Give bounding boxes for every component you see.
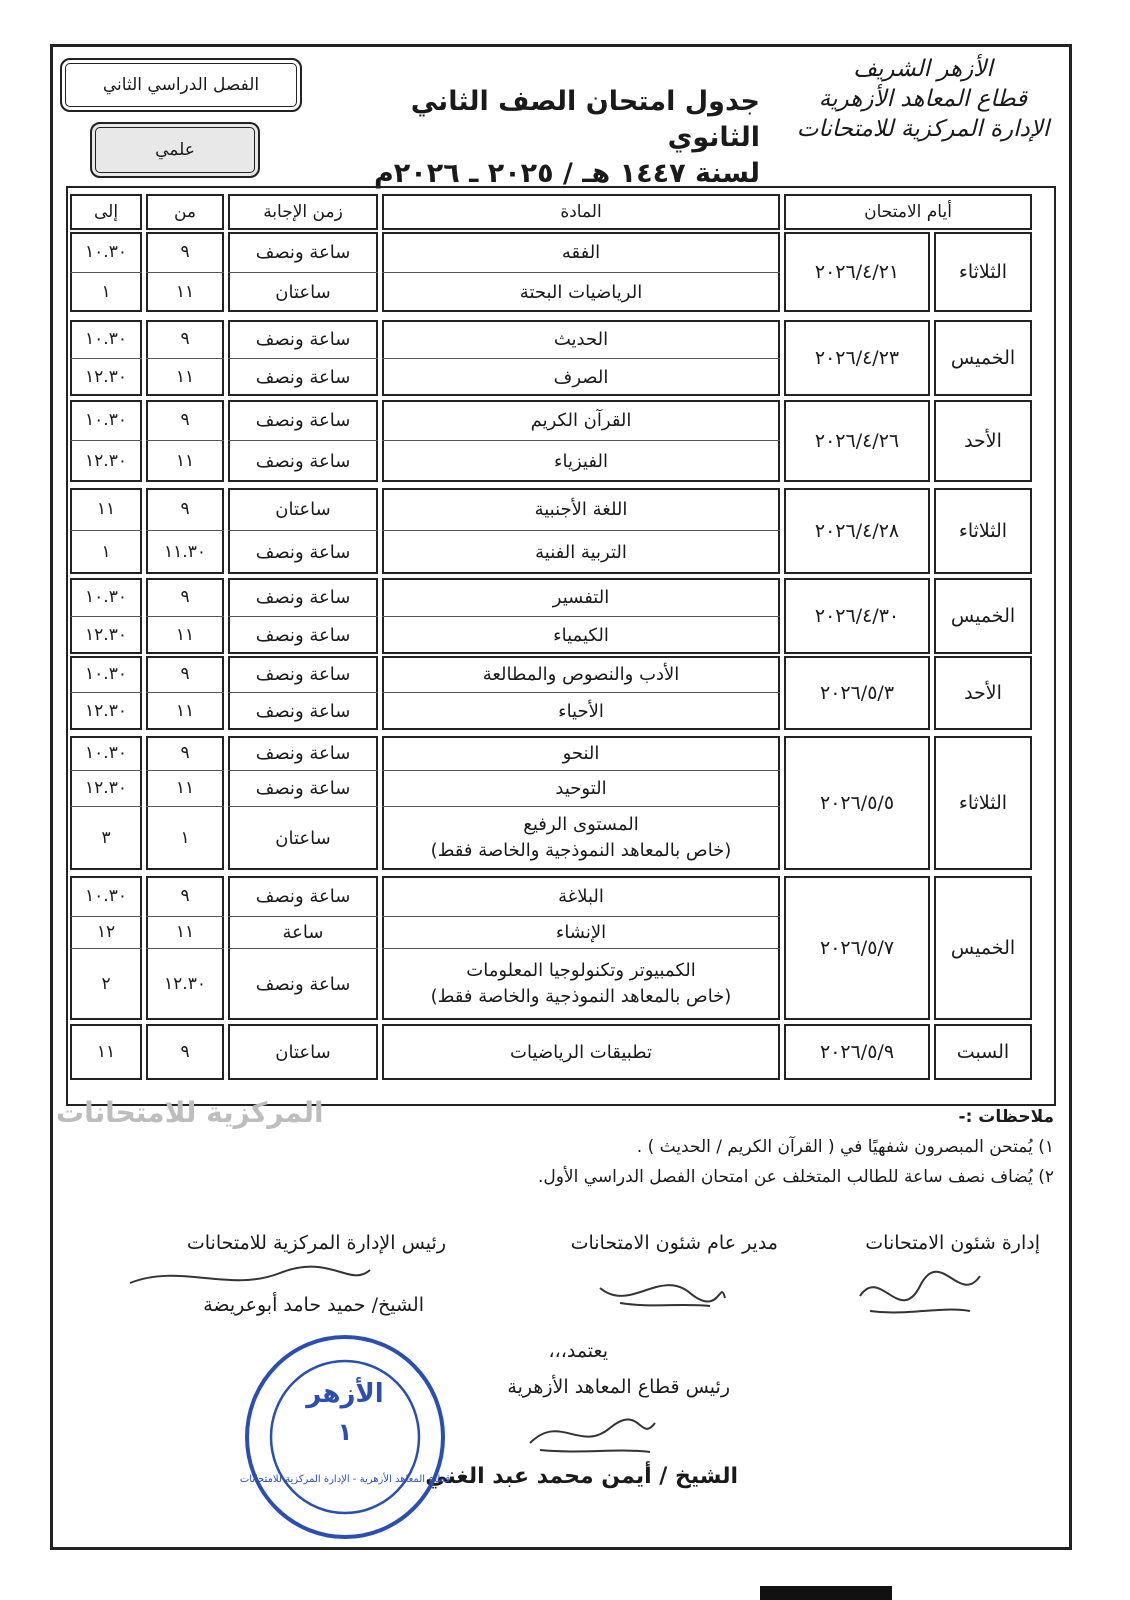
subject-cell <box>382 400 780 440</box>
subject-name: الأدب والنصوص والمطالعة <box>482 663 680 685</box>
to-cell: ١٠.٣٠ <box>85 587 127 607</box>
duration-cell: ساعة ونصف <box>255 742 351 764</box>
duration-cell: ساعة ونصف <box>255 624 351 646</box>
duration-cell: ساعة ونصف <box>255 366 351 388</box>
exam-day: الأحد <box>964 430 1002 452</box>
sig-exam-affairs: إدارة شئون الامتحانات <box>865 1232 1040 1254</box>
exam-date: ٢٠٢٦/٥/٧ <box>819 937 895 959</box>
to-cell: ١١ <box>96 1042 116 1062</box>
subject-cell <box>382 876 780 916</box>
exam-date: ٢٠٢٦/٥/٩ <box>819 1041 895 1063</box>
track-box <box>90 122 260 178</box>
exam-day: الثلاثاء <box>958 520 1008 542</box>
to-cell: ١ <box>101 282 111 302</box>
subject-note: (خاص بالمعاهد النموذجية والخاصة فقط) <box>430 840 732 861</box>
to-cell: ١٢.٣٠ <box>85 367 127 387</box>
to-cell: ١٢ <box>96 922 116 942</box>
duration-cell: ساعتان <box>275 827 331 849</box>
from-cell: ٩ <box>180 743 190 763</box>
subject-name: الكيمياء <box>553 624 609 646</box>
duration-cell: ساعتان <box>275 281 331 303</box>
subject-note: (خاص بالمعاهد النموذجية والخاصة فقط) <box>430 986 732 1007</box>
duration-cell: ساعة ونصف <box>255 450 351 472</box>
org-line-2: قطاع المعاهد الأزهرية <box>818 86 1028 112</box>
official-stamp <box>240 1332 450 1542</box>
subject-name: التفسير <box>552 586 610 608</box>
from-cell: ٩ <box>180 1042 190 1062</box>
exam-date: ٢٠٢٦/٥/٣ <box>819 682 895 704</box>
subject-name: الأحياء <box>558 700 604 722</box>
duration-cell: ساعتان <box>275 1041 331 1063</box>
notes-heading: ملاحظات :- <box>958 1107 1054 1127</box>
subject-cell <box>382 320 780 358</box>
exam-date: ٢٠٢٦/٤/٢١ <box>814 261 900 283</box>
subject-name: التربية الفنية <box>535 541 627 563</box>
to-cell: ١٠.٣٠ <box>85 410 127 430</box>
sig-head-central: رئيس الإدارة المركزية للامتحانات <box>186 1232 446 1254</box>
header-duration: زمن الإجابة <box>228 194 378 230</box>
from-cell: ١١ <box>175 778 195 798</box>
from-cell: ٩ <box>180 587 190 607</box>
to-cell: ٣ <box>101 828 111 848</box>
duration-cell: ساعة ونصف <box>255 663 351 685</box>
semester-label: الفصل الدراسي الثاني <box>102 75 260 95</box>
subject-name: المستوى الرفيع <box>523 814 639 835</box>
from-cell: ٩ <box>180 499 190 519</box>
from-cell: ١٢.٣٠ <box>164 974 206 994</box>
note-item: ١) يُمتحن المبصرون شفهيًا في ( القرآن الكريم / الحديث ) . <box>636 1137 1054 1157</box>
stamp-ring-text: قطاع المعاهد الأزهرية - الإدارة المركزية للامتحانات <box>240 1474 450 1485</box>
subject-cell <box>382 232 780 272</box>
notes <box>154 1102 1054 1192</box>
stamp-line-2: ١ <box>337 1418 353 1446</box>
to-cell: ١٠.٣٠ <box>85 743 127 763</box>
duration-cell: ساعة ونصف <box>255 973 351 995</box>
subject-name: الفقه <box>561 241 601 263</box>
semester-box <box>60 58 302 112</box>
to-cell: ١ <box>101 542 111 562</box>
duration-cell: ساعة ونصف <box>255 541 351 563</box>
subject-cell <box>382 656 780 692</box>
track-label: علمي <box>155 140 195 160</box>
signature-scribble <box>590 1258 730 1318</box>
exam-date: ٢٠٢٦/٤/٢٣ <box>814 347 900 369</box>
subject-name: الصرف <box>553 366 609 388</box>
header-to: إلى <box>70 194 142 230</box>
subject-name: الرياضيات البحتة <box>519 281 643 303</box>
exam-day: الخميس <box>950 605 1016 627</box>
sig-approval: يعتمد،،، <box>548 1340 608 1362</box>
subject-cell <box>382 488 780 530</box>
subject-name: الحديث <box>553 328 609 350</box>
subject-name: الإنشاء <box>555 921 607 943</box>
from-cell: ١ <box>180 828 190 848</box>
exam-date: ٢٠٢٦/٤/٢٦ <box>814 430 900 452</box>
subject-cell <box>382 770 780 806</box>
exam-day: الخميس <box>950 937 1016 959</box>
org-header <box>788 54 1058 144</box>
exam-day: الثلاثاء <box>958 792 1008 814</box>
subject-name: القرآن الكريم <box>530 409 632 431</box>
duration-cell: ساعتان <box>275 498 331 520</box>
duration-cell: ساعة <box>282 921 324 943</box>
stamp-line-1: الأزهر <box>306 1379 384 1409</box>
org-line-1: الأزهر الشريف <box>853 56 993 82</box>
subject-name: التوحيد <box>555 777 607 799</box>
exam-date: ٢٠٢٦/٤/٣٠ <box>814 605 900 627</box>
from-cell: ٩ <box>180 664 190 684</box>
duration-cell: ساعة ونصف <box>255 241 351 263</box>
sig-general-manager: مدير عام شئون الامتحانات <box>570 1232 778 1254</box>
subject-cell <box>382 616 780 654</box>
duration-cell: ساعة ونصف <box>255 885 351 907</box>
header-from: من <box>146 194 224 230</box>
to-cell: ١٢.٣٠ <box>85 778 127 798</box>
from-cell: ٩ <box>180 242 190 262</box>
scan-mark <box>760 1586 892 1600</box>
exam-day: الأحد <box>964 682 1002 704</box>
exam-day: الخميس <box>950 347 1016 369</box>
year-line: لسنة ١٤٤٧ هـ / ٢٠٢٥ ـ ٢٠٢٦م <box>373 158 760 189</box>
subject-cell <box>382 948 780 1020</box>
subject-name: تطبيقات الرياضيات <box>510 1041 652 1063</box>
from-cell: ١١.٣٠ <box>164 542 206 562</box>
subject-name: اللغة الأجنبية <box>534 498 628 520</box>
header-subject: المادة <box>382 194 780 230</box>
sig-head-sector-name: الشيخ / أيمن محمد عبد الغني <box>425 1464 738 1489</box>
subject-name: البلاغة <box>558 885 604 907</box>
subject-cell <box>382 806 780 870</box>
subject-cell <box>382 916 780 948</box>
org-line-3: الإدارة المركزية للامتحانات <box>796 116 1050 142</box>
to-cell: ١٢.٣٠ <box>85 451 127 471</box>
from-cell: ٩ <box>180 886 190 906</box>
duration-cell: ساعة ونصف <box>255 700 351 722</box>
to-cell: ١٢.٣٠ <box>85 625 127 645</box>
subject-cell <box>382 272 780 312</box>
from-cell: ١١ <box>175 625 195 645</box>
header-days: أيام الامتحان <box>784 194 1032 230</box>
exam-date: ٢٠٢٦/٥/٥ <box>819 792 895 814</box>
sig-head-sector: رئيس قطاع المعاهد الأزهرية <box>507 1376 730 1398</box>
from-cell: ١١ <box>175 367 195 387</box>
exam-day: الثلاثاء <box>958 261 1008 283</box>
subject-name: الفيزياء <box>554 450 608 472</box>
sig-head-central-name: الشيخ/ حميد حامد أبوعريضة <box>203 1294 424 1316</box>
signature-scribble <box>120 1258 380 1298</box>
exam-date: ٢٠٢٦/٤/٢٨ <box>814 520 900 542</box>
from-cell: ١١ <box>175 282 195 302</box>
subject-cell <box>382 1024 780 1080</box>
document-title <box>340 84 760 192</box>
subject-cell <box>382 692 780 730</box>
to-cell: ١١ <box>96 499 116 519</box>
subject-cell <box>382 530 780 574</box>
signature-scribble <box>850 1256 990 1326</box>
to-cell: ١٠.٣٠ <box>85 664 127 684</box>
duration-cell: ساعة ونصف <box>255 777 351 799</box>
subject-name: النحو <box>562 742 600 764</box>
note-item: ٢) يُضاف نصف ساعة للطالب المتخلف عن امتحان الفصل الدراسي الأول. <box>537 1167 1054 1187</box>
to-cell: ٢ <box>101 974 111 994</box>
from-cell: ٩ <box>180 329 190 349</box>
from-cell: ١١ <box>175 451 195 471</box>
duration-cell: ساعة ونصف <box>255 586 351 608</box>
subject-cell <box>382 578 780 616</box>
to-cell: ١٠.٣٠ <box>85 886 127 906</box>
subject-cell <box>382 736 780 770</box>
signature-scribble <box>520 1408 660 1458</box>
to-cell: ١٢.٣٠ <box>85 701 127 721</box>
from-cell: ٩ <box>180 410 190 430</box>
subject-cell <box>382 440 780 482</box>
from-cell: ١١ <box>175 922 195 942</box>
subject-name: الكمبيوتر وتكنولوجيا المعلومات <box>466 960 696 981</box>
from-cell: ١١ <box>175 701 195 721</box>
duration-cell: ساعة ونصف <box>255 409 351 431</box>
duration-cell: ساعة ونصف <box>255 328 351 350</box>
exam-day: السبت <box>956 1041 1010 1063</box>
to-cell: ١٠.٣٠ <box>85 242 127 262</box>
to-cell: ١٠.٣٠ <box>85 329 127 349</box>
watermark: المركزية للامتحانات <box>56 1096 324 1129</box>
title-line: جدول امتحان الصف الثاني الثانوي <box>410 86 760 153</box>
subject-cell <box>382 358 780 396</box>
